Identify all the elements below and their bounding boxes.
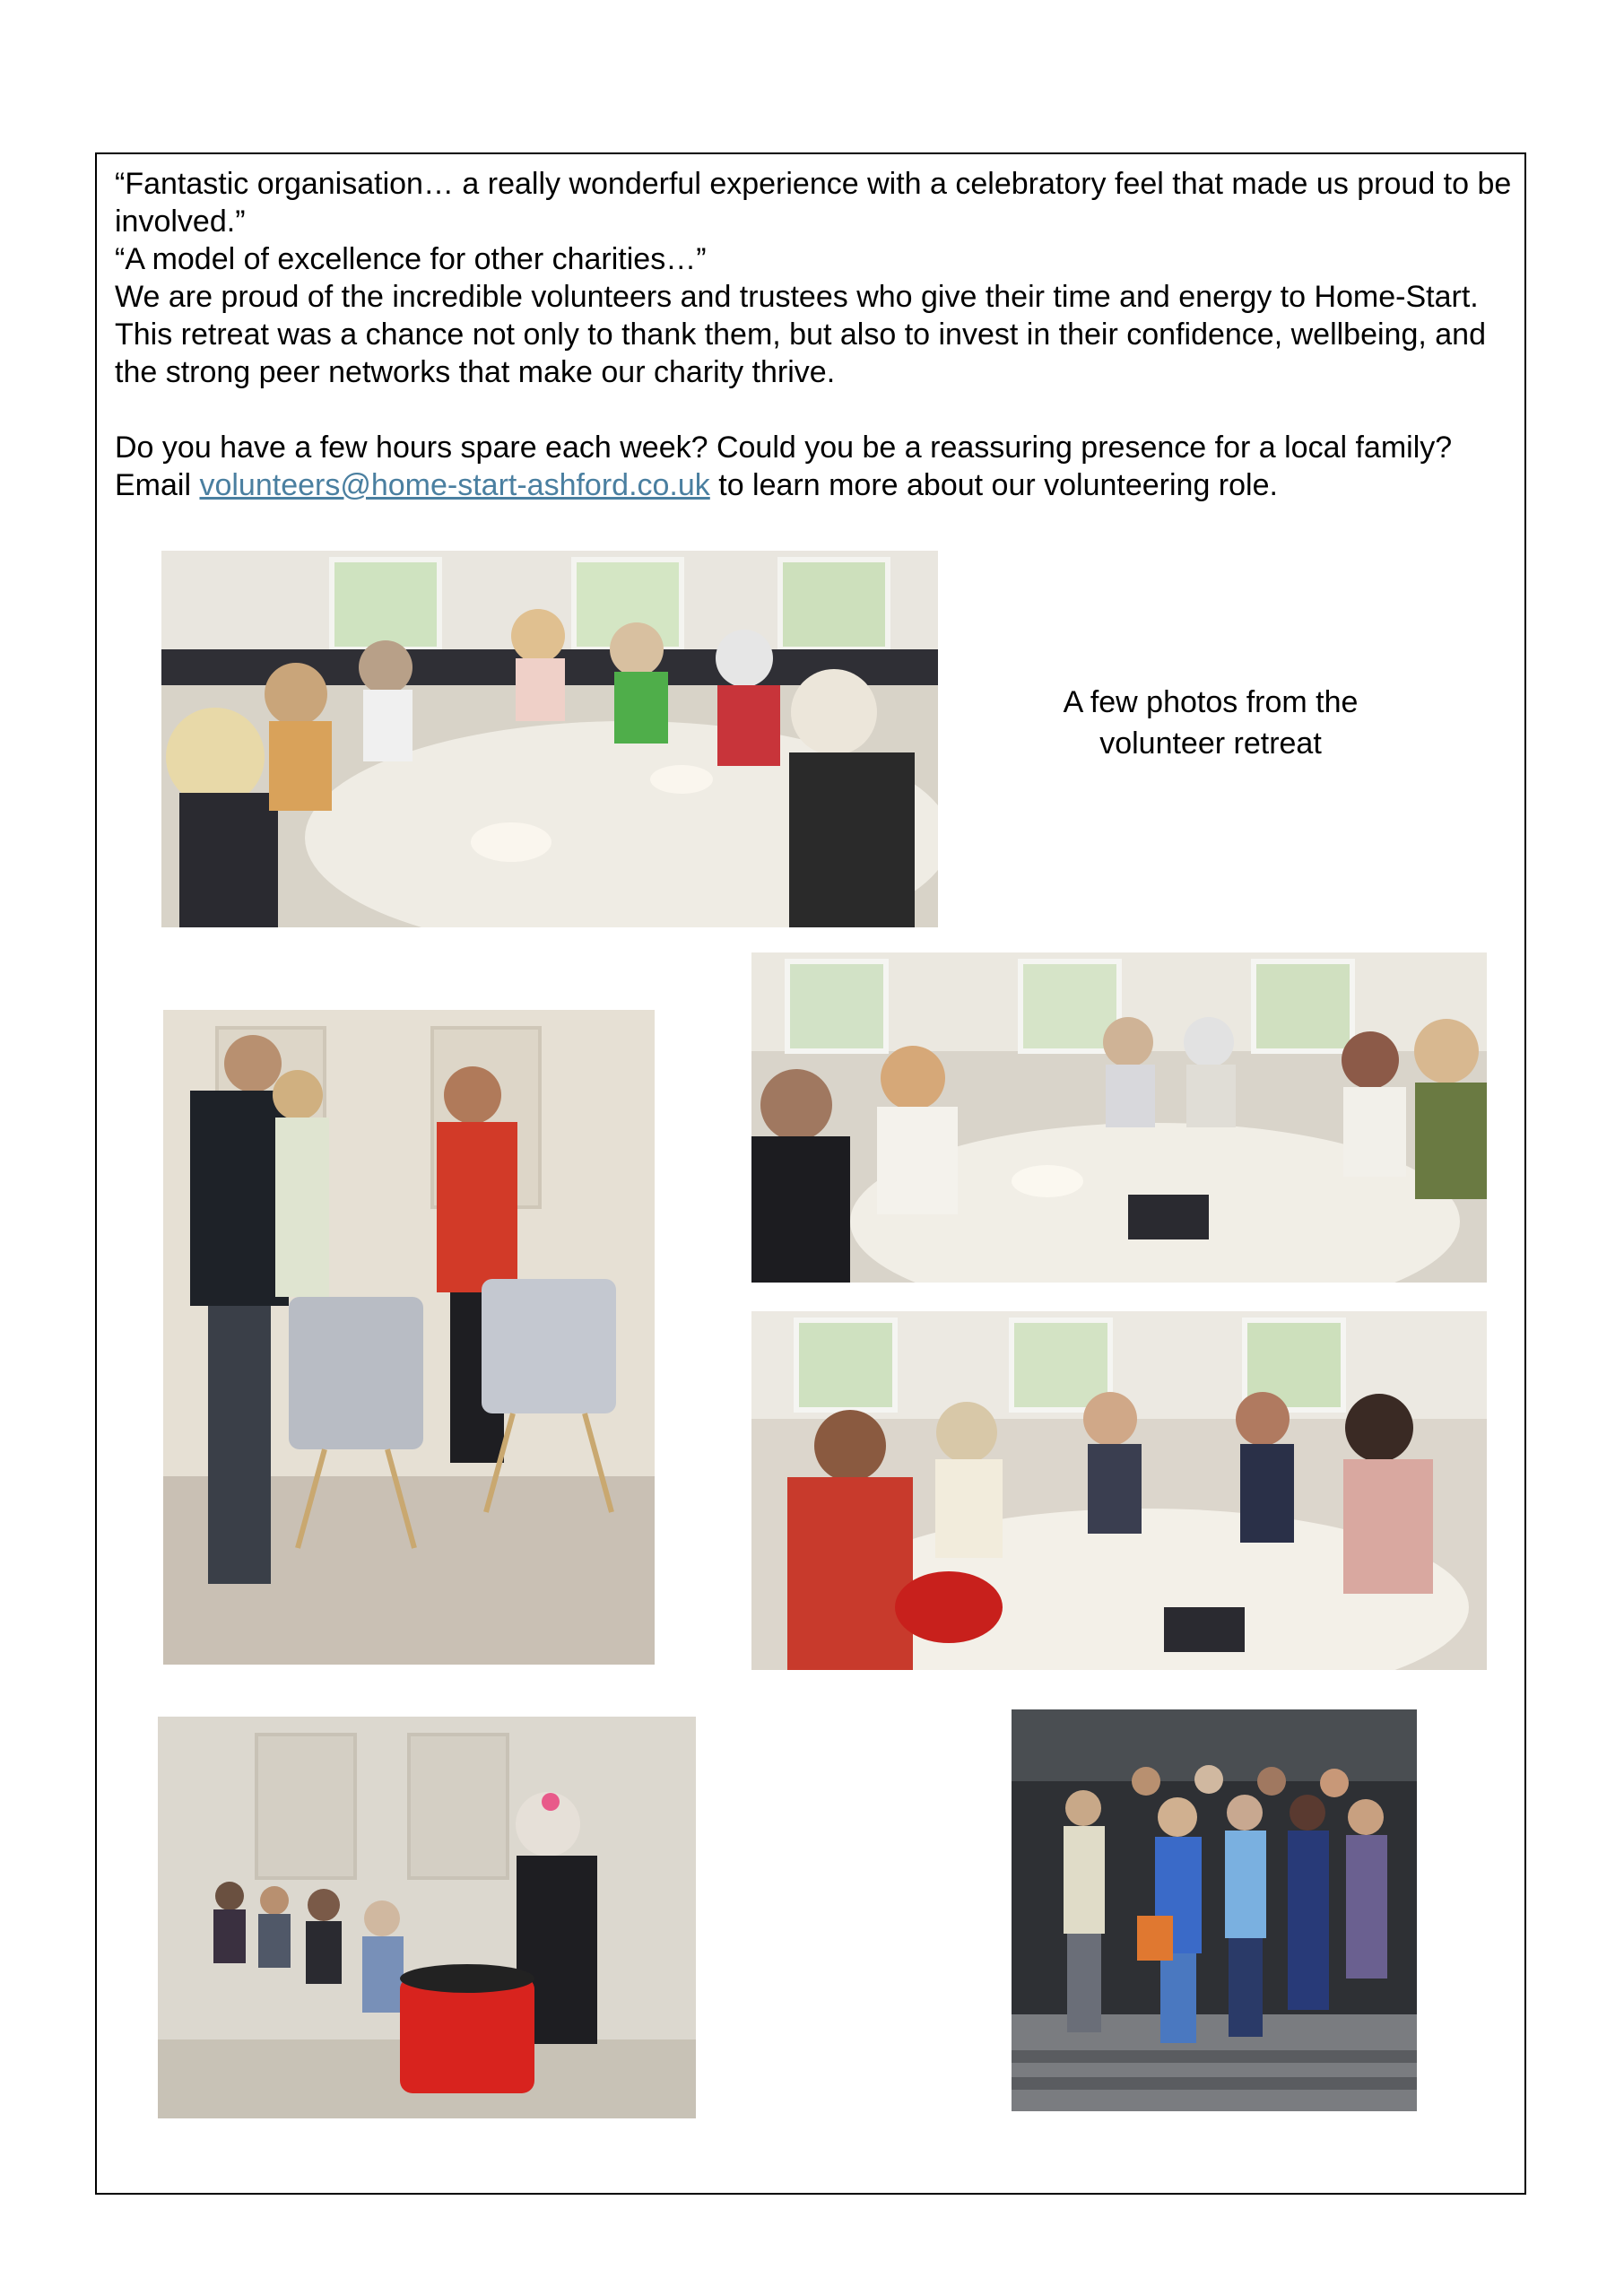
spacer (115, 391, 1514, 429)
quote-1: “Fantastic organisation… a really wonderful experience with a celebratory feel that made us proud to be involved.” (115, 167, 1512, 239)
cta-text-after: to learn more about our volunteering role. (709, 468, 1278, 502)
photo-group-standing (1012, 1709, 1417, 2111)
photo-table-group-1 (161, 551, 938, 927)
text-content (115, 165, 1514, 504)
photo-drum-audience (158, 1717, 696, 2118)
photo-table-group-2 (751, 952, 1487, 1283)
call-to-action (115, 429, 1514, 504)
quote-2: “A model of excellence for other charities…” (115, 242, 707, 276)
volunteer-email-link[interactable]: volunteers@home-start-ashford.co.uk (199, 468, 710, 502)
intro-paragraph: We are proud of the incredible volunteers and trustees who give their time and energy to Home-Start. This retreat was a chance not only to thank them, but also to invest in their confidence, wellbeing, and the strong peer networks that make our charity thrive. (115, 280, 1486, 389)
cta-text-before: Do you have a few hours spare each week? Could you be a reassuring presence for a local family? Email (115, 430, 1453, 502)
photo-caption: A few photos from the volunteer retreat (1063, 685, 1359, 761)
photo-table-group-3 (751, 1311, 1487, 1670)
photo-drummers (163, 1010, 655, 1665)
